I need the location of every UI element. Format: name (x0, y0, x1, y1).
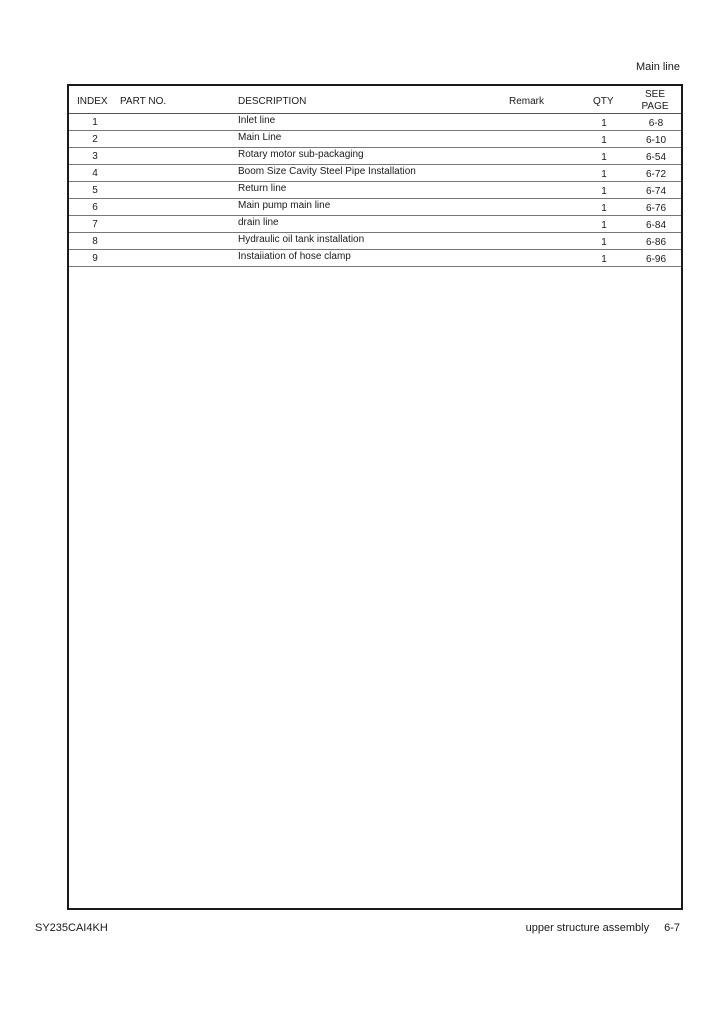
row-see-page: 6-10 (645, 135, 666, 146)
footer-page-number: 6-7 (664, 922, 680, 934)
row-qty: 1 (601, 186, 607, 197)
row-see-page: 6-96 (645, 254, 666, 265)
parts-table (67, 84, 683, 910)
header-see-page-line2: PAGE (641, 101, 669, 112)
row-index: 7 (92, 219, 98, 230)
table-row (69, 250, 681, 267)
row-description: drain line (238, 217, 279, 228)
row-see-page: 6-76 (645, 203, 666, 214)
row-description: Hydraulic oil tank installation (238, 234, 365, 245)
row-see-page: 6-86 (645, 237, 666, 248)
footer-right (526, 922, 680, 934)
row-description: Inlet line (238, 115, 276, 126)
table-header (69, 86, 681, 114)
row-qty: 1 (601, 237, 607, 248)
row-index: 4 (92, 168, 98, 179)
row-index: 8 (92, 236, 98, 247)
table-row (69, 182, 681, 199)
row-qty: 1 (601, 220, 607, 231)
row-index: 5 (92, 185, 98, 196)
row-description: Boom Size Cavity Steel Pipe Installation (238, 166, 416, 177)
row-index: 9 (92, 253, 98, 264)
row-qty: 1 (601, 135, 607, 146)
header-remark: Remark (509, 96, 545, 107)
header-see-page-line1: SEE (644, 89, 665, 100)
row-see-page: 6-84 (645, 220, 666, 231)
table-row (69, 216, 681, 233)
row-description: Return line (238, 183, 287, 194)
row-description: Main Line (238, 132, 282, 143)
header-see-page (637, 89, 673, 113)
header-index: INDEX (77, 96, 108, 107)
row-description: Instaiiation of hose clamp (238, 251, 351, 262)
header-description: DESCRIPTION (238, 96, 307, 107)
row-index: 2 (92, 134, 98, 145)
row-see-page: 6-8 (648, 118, 664, 129)
section-title: Main line (635, 61, 680, 73)
row-see-page: 6-72 (645, 169, 666, 180)
row-qty: 1 (601, 254, 607, 265)
table-row (69, 165, 681, 182)
table-row (69, 233, 681, 250)
row-qty: 1 (601, 169, 607, 180)
table-row (69, 131, 681, 148)
row-description: Main pump main line (238, 200, 331, 211)
table-row (69, 148, 681, 165)
footer-section: upper structure assembly (525, 922, 650, 934)
row-see-page: 6-54 (645, 152, 666, 163)
row-qty: 1 (601, 152, 607, 163)
row-see-page: 6-74 (645, 186, 666, 197)
table-row (69, 114, 681, 131)
row-qty: 1 (601, 203, 607, 214)
header-qty: QTY (593, 96, 614, 107)
row-index: 1 (92, 117, 98, 128)
footer-model: SY235CAI4KH (35, 922, 108, 934)
row-description: Rotary motor sub-packaging (238, 149, 364, 160)
header-part-no: PART NO. (120, 96, 167, 107)
row-index: 6 (92, 202, 98, 213)
row-index: 3 (92, 151, 98, 162)
table-row (69, 199, 681, 216)
row-qty: 1 (601, 118, 607, 129)
